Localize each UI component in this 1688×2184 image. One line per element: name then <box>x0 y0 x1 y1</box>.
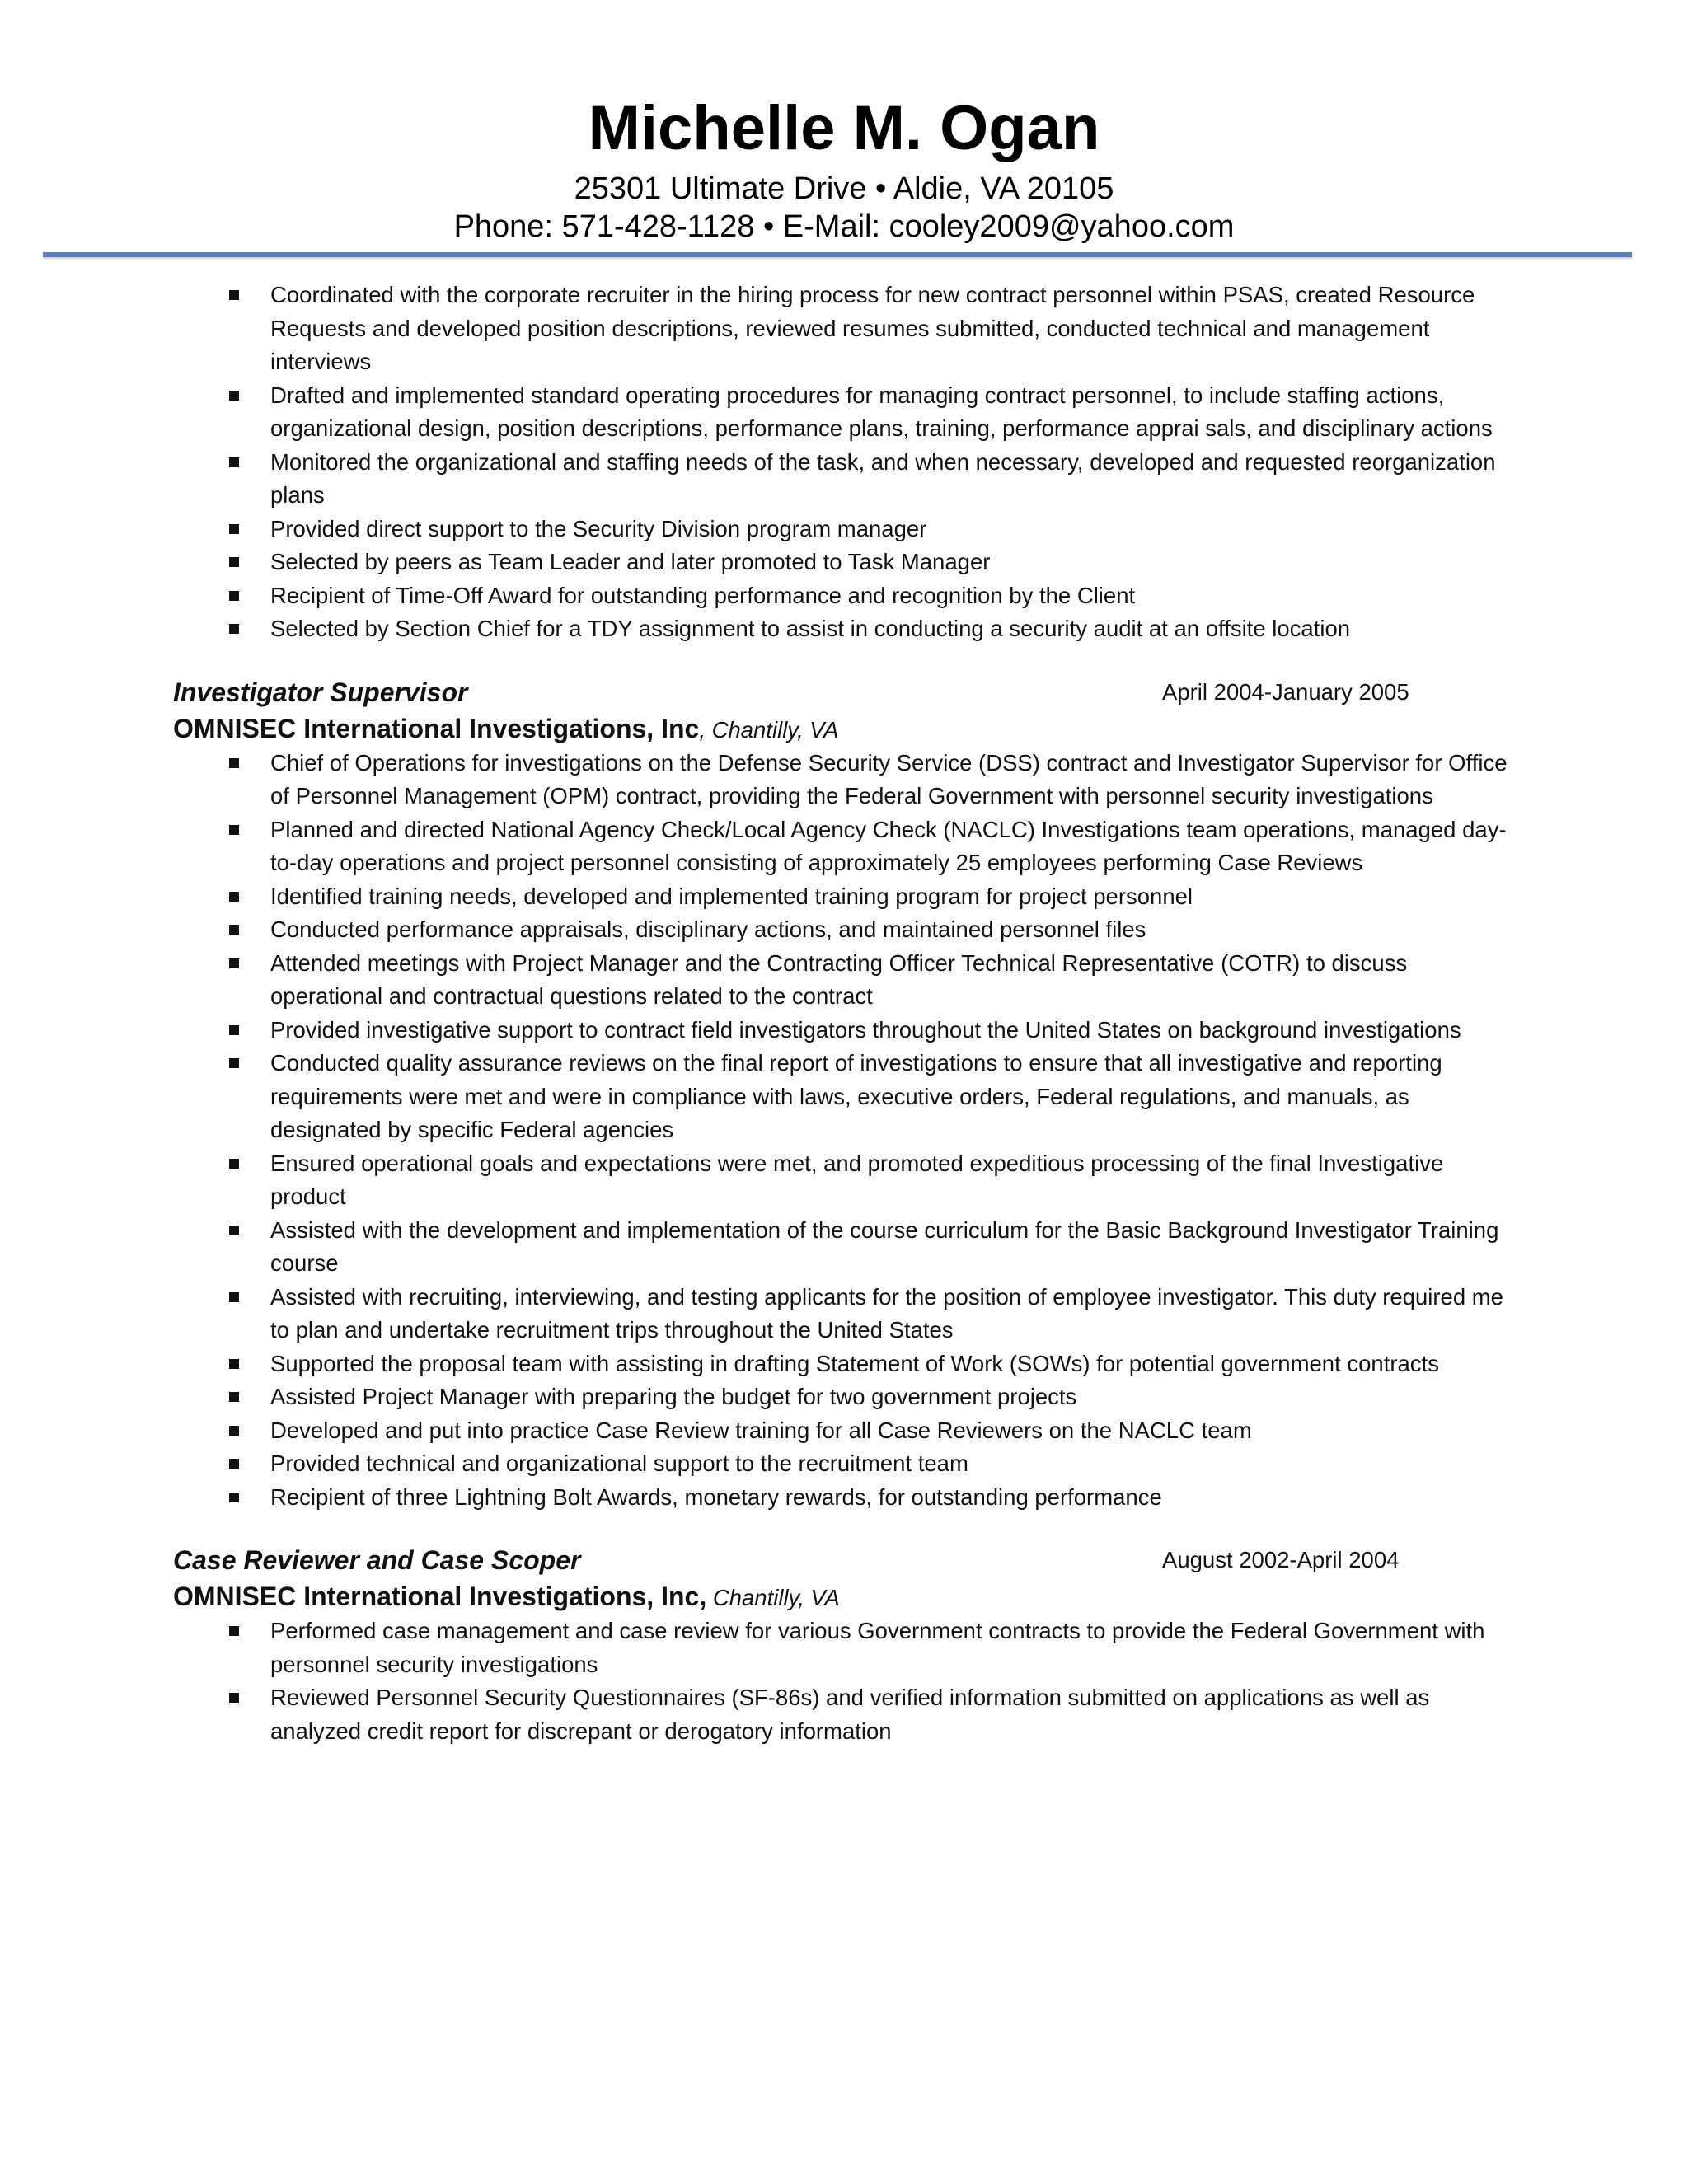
company-line <box>0 710 1688 747</box>
square-bullet-icon <box>229 1459 239 1469</box>
job-heading <box>0 1542 1688 1578</box>
square-bullet-icon <box>229 1392 239 1402</box>
list-item: Assisted with recruiting, interviewing, and testing applicants for the position of employee investigator. This duty required me to plan and undertake recruitment trips throughout the United States <box>0 1281 1688 1347</box>
list-item: Provided technical and organizational support to the recruitment team <box>0 1447 1688 1481</box>
square-bullet-icon <box>229 524 239 534</box>
square-bullet-icon <box>229 758 239 768</box>
contact-line: Phone: 571-428-1128 • E-Mail: cooley2009@yahoo.com <box>453 209 1235 244</box>
job-title: Case Reviewer and Case Scoper <box>173 1545 581 1575</box>
square-bullet-icon <box>229 1693 239 1703</box>
square-bullet-icon <box>229 557 239 567</box>
square-bullet-icon <box>229 391 239 401</box>
list-item: Drafted and implemented standard operating procedures for managing contract personnel, to include staffing actions, organizational design, position descriptions, performance plans, training, performance apprai sals, and disciplinary actions <box>0 379 1688 446</box>
square-bullet-icon <box>229 591 239 601</box>
company-location: Chantilly, VA <box>706 1585 840 1610</box>
list-item: Chief of Operations for investigations on the Defense Security Service (DSS) contract and Investigator Supervisor for Office of Personnel Management (OPM) contract, providing the Federal Government with personnel security investigations <box>0 747 1688 813</box>
square-bullet-icon <box>229 1292 239 1302</box>
square-bullet-icon <box>229 457 239 467</box>
square-bullet-icon <box>229 958 239 968</box>
list-item: Conducted quality assurance reviews on the final report of investigations to ensure that all investigative and reporting requirements were met and were in compliance with laws, executive orders, Federal regulations, and manuals, as designated by specific Federal agencies <box>0 1047 1688 1147</box>
list-item: Identified training needs, developed and implemented training program for project personnel <box>0 880 1688 914</box>
square-bullet-icon <box>229 1493 239 1502</box>
square-bullet-icon <box>229 1159 239 1169</box>
list-item: Supported the proposal team with assisting in drafting Statement of Work (SOWs) for potential government contracts <box>0 1347 1688 1381</box>
job-dates: August 2002-April 2004 <box>1162 1547 1400 1572</box>
company-name: OMNISEC International Investigations, Inc <box>173 713 700 743</box>
list-item: Provided investigative support to contract field investigators throughout the United States on background investigations <box>0 1014 1688 1047</box>
job-bullet-list <box>0 1615 1688 1748</box>
square-bullet-icon <box>229 1226 239 1235</box>
resume-header <box>0 89 1688 246</box>
square-bullet-icon <box>229 1626 239 1636</box>
square-bullet-icon <box>229 1426 239 1436</box>
list-item: Provided direct support to the Security Division program manager <box>0 513 1688 546</box>
job-title: Investigator Supervisor <box>173 677 468 707</box>
list-item: Recipient of Time-Off Award for outstanding performance and recognition by the Client <box>0 579 1688 613</box>
candidate-name: Michelle M. Ogan <box>588 93 1100 163</box>
list-item: Selected by Section Chief for a TDY assignment to assist in conducting a security audit at an offsite location <box>0 612 1688 646</box>
company-location: , Chantilly, VA <box>699 716 839 743</box>
company-line <box>0 1578 1688 1615</box>
list-item: Planned and directed National Agency Check/Local Agency Check (NACLC) Investigations team operations, managed day-to-day operations and project personnel consisting of approximately 25 employees performing Case Reviews <box>0 813 1688 880</box>
address-line: 25301 Ultimate Drive • Aldie, VA 20105 <box>574 171 1114 206</box>
resume-body <box>0 279 1688 1748</box>
list-item: Attended meetings with Project Manager and the Contracting Officer Technical Representative (COTR) to discuss operational and contractual questions related to the contract <box>0 947 1688 1014</box>
intro-bullet-list <box>0 279 1688 646</box>
list-item: Conducted performance appraisals, disciplinary actions, and maintained personnel files <box>0 913 1688 947</box>
job-heading <box>0 674 1688 710</box>
list-item: Developed and put into practice Case Review training for all Case Reviewers on the NACLC team <box>0 1414 1688 1448</box>
square-bullet-icon <box>229 1058 239 1068</box>
square-bullet-icon <box>229 290 239 300</box>
list-item: Recipient of three Lightning Bolt Awards, monetary rewards, for outstanding performance <box>0 1481 1688 1515</box>
square-bullet-icon <box>229 925 239 935</box>
list-item: Reviewed Personnel Security Questionnaires (SF-86s) and verified information submitted on applications as well as analyzed credit report for discrepant or derogatory information <box>0 1681 1688 1748</box>
list-item: Assisted Project Manager with preparing the budget for two government projects <box>0 1380 1688 1414</box>
job-investigator-supervisor <box>0 674 1688 1515</box>
list-item: Monitored the organizational and staffing needs of the task, and when necessary, developed and requested reorganization plans <box>0 446 1688 513</box>
square-bullet-icon <box>229 1359 239 1369</box>
list-item: Selected by peers as Team Leader and later promoted to Task Manager <box>0 546 1688 579</box>
list-item: Assisted with the development and implementation of the course curriculum for the Basic Background Investigator Training course <box>0 1214 1688 1281</box>
job-dates: April 2004-January 2005 <box>1162 678 1409 705</box>
list-item: Coordinated with the corporate recruiter in the hiring process for new contract personnel within PSAS, created Resource Requests and developed position descriptions, reviewed resumes submitted, conducted technical and management interviews <box>0 279 1688 379</box>
square-bullet-icon <box>229 624 239 634</box>
job-case-reviewer <box>0 1542 1688 1748</box>
job-bullet-list <box>0 747 1688 1515</box>
list-item: Performed case management and case review for various Government contracts to provide the Federal Government with personnel security investigations <box>0 1615 1688 1681</box>
square-bullet-icon <box>229 1025 239 1035</box>
square-bullet-icon <box>229 825 239 835</box>
company-name: OMNISEC International Investigations, Inc, <box>173 1582 707 1611</box>
list-item: Ensured operational goals and expectations were met, and promoted expeditious processing of the final Investigative product <box>0 1147 1688 1214</box>
header-divider <box>43 252 1632 257</box>
square-bullet-icon <box>229 892 239 902</box>
